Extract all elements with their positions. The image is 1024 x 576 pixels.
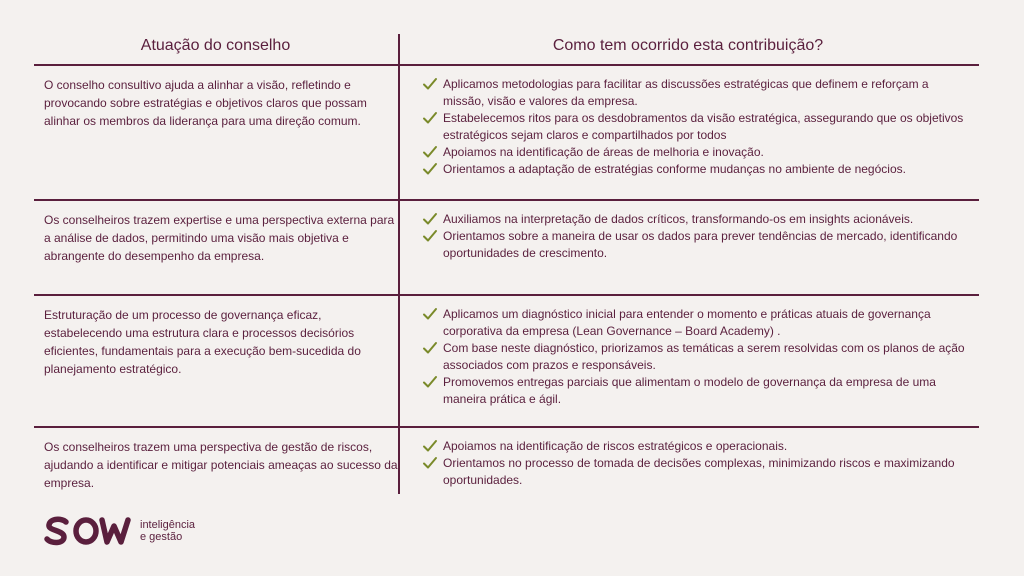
bullet-item bbox=[422, 438, 969, 455]
check-icon bbox=[422, 340, 438, 356]
bullet-item bbox=[422, 76, 969, 110]
row-bullets bbox=[407, 66, 979, 199]
header-right: Como tem ocorrido esta contribuição? bbox=[552, 37, 824, 54]
bullet-item bbox=[422, 306, 969, 340]
bullet-text: Apoiamos na identificação de riscos estratégicos e operacionais. bbox=[443, 439, 788, 453]
check-icon bbox=[422, 161, 438, 177]
bullet-text: Com base neste diagnóstico, priorizamos as temáticas a serem resolvidas com os planos de ação associados com prazos e responsáveis. bbox=[443, 341, 965, 372]
logo-tagline bbox=[140, 519, 195, 543]
check-icon bbox=[422, 110, 438, 126]
comparison-table bbox=[34, 28, 979, 496]
check-icon bbox=[422, 144, 438, 160]
check-icon bbox=[422, 228, 438, 244]
bullet-text: Estabelecemos ritos para os desdobramentos da visão estratégica, assegurando que os objetivos estratégicos sejam claros e compartilhados por todos bbox=[443, 111, 964, 142]
column-divider bbox=[398, 34, 400, 494]
row-description: Estruturação de um processo de governança eficaz, estabelecendo uma estrutura clara e processos decisórios eficientes, fundamentais para a execução bem-sucedida do planejamento estratégico. bbox=[44, 308, 361, 376]
logo-line-1: inteligência bbox=[140, 519, 196, 531]
logo-line-2: e gestão bbox=[140, 531, 183, 543]
bullet-item bbox=[422, 340, 969, 374]
check-icon bbox=[422, 374, 438, 390]
bullet-item bbox=[422, 228, 969, 262]
bullet-text: Orientamos no processo de tomada de decisões complexas, minimizando riscos e maximizando oportunidades. bbox=[443, 456, 955, 487]
bullet-text: Aplicamos um diagnóstico inicial para entender o momento e práticas atuais de governança corporativa da empresa (Lean Governance – Board Academy) . bbox=[443, 307, 931, 338]
check-icon bbox=[422, 438, 438, 454]
bullet-item bbox=[422, 374, 969, 408]
brand-logo bbox=[44, 516, 195, 546]
bullet-item bbox=[422, 161, 969, 178]
table-row bbox=[34, 66, 979, 201]
row-bullets bbox=[407, 428, 979, 496]
row-description: O conselho consultivo ajuda a alinhar a visão, refletindo e provocando sobre estratégias e objetivos claros que possam alinhar os membros da liderança para uma direção comum. bbox=[44, 78, 367, 128]
bullet-text: Promovemos entregas parciais que alimentam o modelo de governança da empresa de uma maneira prática e ágil. bbox=[443, 375, 936, 406]
bullet-text: Orientamos a adaptação de estratégias conforme mudanças no ambiente de negócios. bbox=[443, 162, 906, 176]
check-icon bbox=[422, 455, 438, 471]
bullet-item bbox=[422, 110, 969, 144]
bullet-text: Orientamos sobre a maneira de usar os dados para prever tendências de mercado, identificando oportunidades de crescimento. bbox=[443, 229, 958, 260]
row-description: Os conselheiros trazem expertise e uma perspectiva externa para a análise de dados, permitindo uma visão mais objetiva e abrangente do desempenho da empresa. bbox=[44, 213, 395, 263]
row-bullets bbox=[407, 296, 979, 426]
sow-logo-mark bbox=[44, 516, 132, 546]
header-left: Atuação do conselho bbox=[140, 37, 291, 54]
bullet-item bbox=[422, 144, 969, 161]
bullet-item bbox=[422, 211, 969, 228]
bullet-text: Auxiliamos na interpretação de dados críticos, transformando-os em insights acionáveis. bbox=[443, 212, 914, 226]
table-row bbox=[34, 428, 979, 496]
check-icon bbox=[422, 306, 438, 322]
table-row bbox=[34, 201, 979, 296]
table-header bbox=[34, 28, 979, 66]
table-row bbox=[34, 296, 979, 428]
row-description: Os conselheiros trazem uma perspectiva de gestão de riscos, ajudando a identificar e mitigar potenciais ameaças ao sucesso da empresa. bbox=[44, 440, 398, 490]
bullet-item bbox=[422, 455, 969, 489]
bullet-text: Apoiamos na identificação de áreas de melhoria e inovação. bbox=[443, 145, 764, 159]
check-icon bbox=[422, 76, 438, 92]
check-icon bbox=[422, 211, 438, 227]
bullet-text: Aplicamos metodologias para facilitar as discussões estratégicas que definem e reforçam a missão, visão e valores da empresa. bbox=[443, 77, 929, 108]
row-bullets bbox=[407, 201, 979, 294]
